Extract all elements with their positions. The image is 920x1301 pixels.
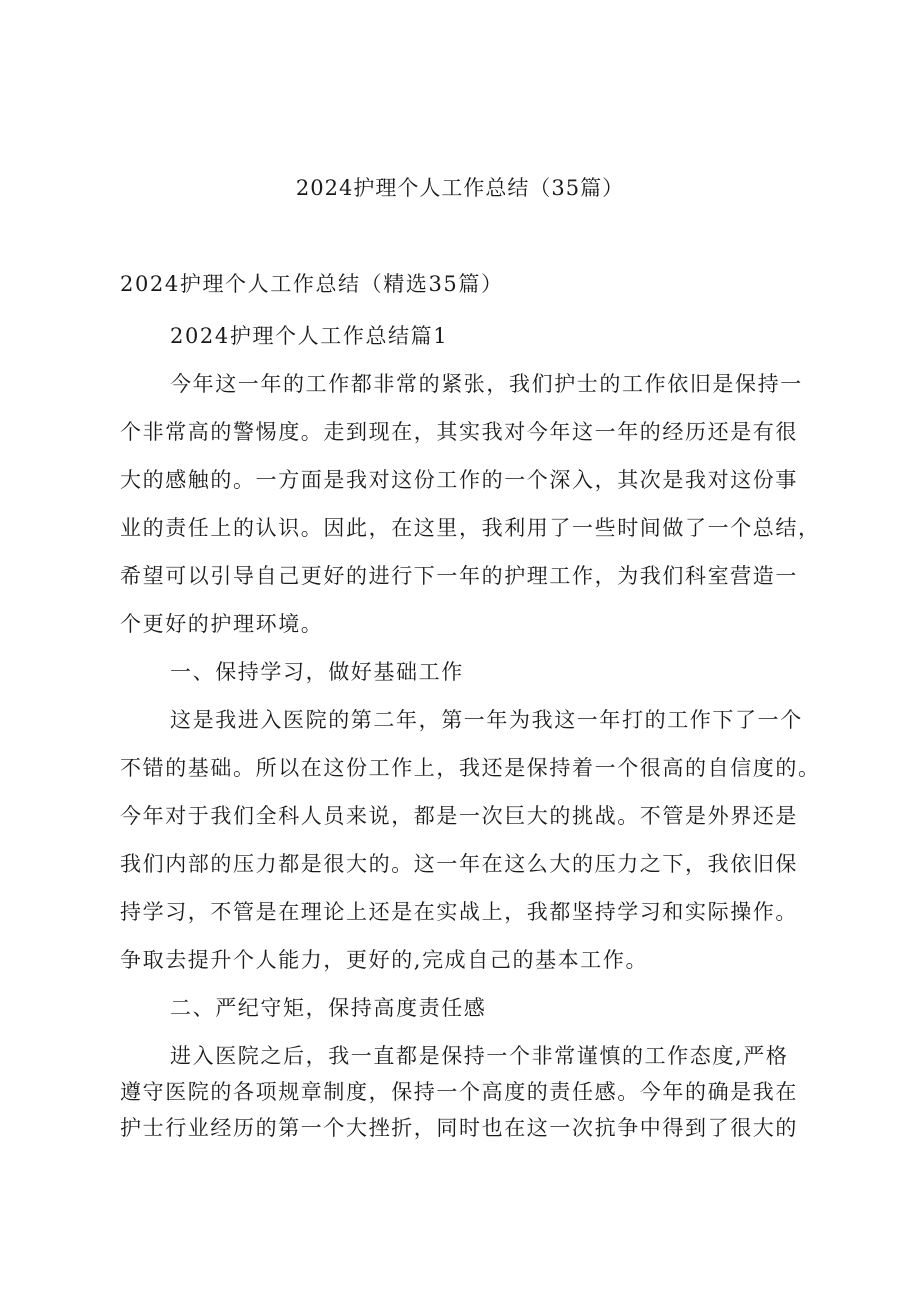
chapter-heading: 2024护理个人工作总结篇1	[170, 324, 449, 348]
paragraph-line: 今年这一年的工作都非常的紧张，我们护士的工作依旧是保持一	[170, 372, 803, 396]
document-title: 2024护理个人工作总结（35篇）	[295, 176, 625, 200]
paragraph-line: 不错的基础。所以在这份工作上，我还是保持着一个很高的自信度的。	[120, 756, 821, 780]
paragraph-line: 这是我进入医院的第二年，第一年为我这一年打的工作下了一个	[170, 708, 803, 732]
paragraph-line: 今年对于我们全科人员来说，都是一次巨大的挑战。不管是外界还是	[120, 804, 798, 828]
section-heading: 二、严纪守矩，保持高度责任感	[170, 996, 487, 1020]
paragraph-line: 护士行业经历的第一个大挫折，同时也在这一次抗争中得到了很大的	[120, 1116, 798, 1140]
paragraph-line: 我们内部的压力都是很大的。这一年在这么大的压力之下，我依旧保	[120, 852, 798, 876]
paragraph-line: 希望可以引导自己更好的进行下一年的护理工作，为我们科室营造一	[120, 564, 798, 588]
paragraph-line: 争取去提升个人能力，更好的,完成自己的基本工作。	[120, 948, 649, 972]
paragraph-line: 业的责任上的认识。因此，在这里，我利用了一些时间做了一个总结，	[120, 516, 821, 540]
paragraph-line: 持学习，不管是在理论上还是在实战上，我都坚持学习和实际操作。	[120, 900, 798, 924]
paragraph-line: 个非常高的警惕度。走到现在，其实我对今年这一年的经历还是有很	[120, 420, 798, 444]
paragraph-line: 大的感触的。一方面是我对这份工作的一个深入，其次是我对这份事	[120, 468, 798, 492]
document-subtitle: 2024护理个人工作总结（精选35篇）	[120, 272, 504, 296]
paragraph-line: 进入医院之后，我一直都是保持一个非常谨慎的工作态度,严格	[170, 1044, 789, 1068]
paragraph-line: 遵守医院的各项规章制度，保持一个高度的责任感。今年的确是我在	[120, 1080, 798, 1104]
paragraph-line: 个更好的护理环境。	[120, 612, 324, 636]
section-heading: 一、保持学习，做好基础工作	[170, 660, 464, 684]
